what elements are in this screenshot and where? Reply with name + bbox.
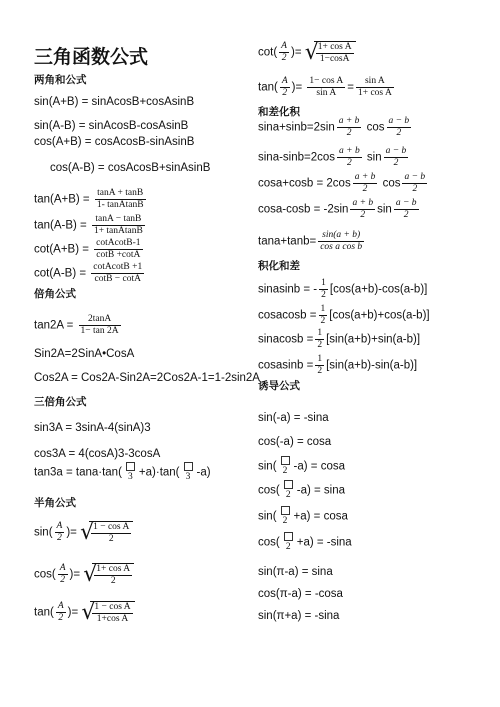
denominator: 2 <box>285 490 291 500</box>
numerator: a + b <box>352 198 374 208</box>
formula-cos-a-minus-b: cos(A-B) = cosAcosB+sinAsinB <box>50 162 211 174</box>
fraction <box>91 522 131 545</box>
sqrt-icon: √ $\frac{\text{1 − cos A}}{\text{1+cos A}}$ <box>81 600 134 625</box>
pi-over-2 <box>279 506 292 527</box>
denominator: 1+ tanAtanB <box>93 226 143 236</box>
cos-term: cos <box>366 121 385 134</box>
lhs: cot(A-B) = <box>34 267 87 280</box>
one-half <box>315 328 324 351</box>
formula-cos-2a: Cos2A = Cos2A-Sin2A=2Cos2A-1=1-2sin2A <box>34 372 260 384</box>
denominator: 1+cos A <box>96 614 129 624</box>
denominator: 1- tanAtanB <box>96 200 144 210</box>
formula-tan-3a <box>34 462 211 483</box>
numerator: 1 <box>321 278 326 288</box>
fraction <box>402 172 427 195</box>
denominator: 2 <box>58 613 64 623</box>
formula-sin-pi-minus-a: sin(π-a) = sina <box>258 566 333 578</box>
numerator: 1 <box>317 354 323 364</box>
numerator: A <box>56 521 63 531</box>
fraction <box>79 314 121 337</box>
fraction <box>318 230 364 253</box>
fraction <box>92 214 145 237</box>
rhs: [sin(a+b)-sin(a-b)] <box>326 359 418 372</box>
lhs: cosacosb = <box>258 309 317 322</box>
formula-tan-a-minus-b <box>34 214 147 237</box>
lhs: cot(A+B) = <box>34 243 89 256</box>
heading-product-to-sum: 积化和差 <box>258 260 300 272</box>
denominator: 2 <box>360 210 366 220</box>
numerator: sin A <box>356 76 394 88</box>
fraction <box>356 76 394 99</box>
formula-sin-half-pi-plus-a <box>258 506 348 527</box>
one-half <box>319 304 328 327</box>
denominator: 2 <box>282 466 288 476</box>
fraction <box>353 172 378 195</box>
denominator: sin A <box>316 88 337 98</box>
formula-tan-2a <box>34 314 123 337</box>
formula-cos-neg-a: cos(-a) = cosa <box>258 436 332 448</box>
formula-sina-minus-sinb <box>258 146 410 169</box>
rhs: [sin(a+b)+sin(a-b)] <box>326 333 421 346</box>
numerator: a + b <box>354 172 376 182</box>
formula-cos-half-pi-plus-a <box>258 532 352 553</box>
numerator: A <box>281 41 287 51</box>
numerator: cotAcotB-1 <box>96 238 141 248</box>
rhs: [cos(a+b)+cos(a-b)] <box>329 309 430 322</box>
numerator: 2tanA <box>79 314 121 326</box>
lhs: cos( <box>258 536 280 549</box>
formula-cosa-minus-cosb <box>258 198 421 221</box>
heading-induction: 诱导公式 <box>258 380 300 392</box>
rhs: -a) = sina <box>296 484 345 497</box>
denominator: 2 <box>60 575 66 585</box>
formula-sina-sinb <box>258 278 427 301</box>
numerator: a − b <box>404 172 426 182</box>
equals: )= <box>67 606 79 619</box>
pi-placeholder-icon <box>282 532 295 542</box>
pi-placeholder-icon <box>282 480 295 490</box>
denominator: 1− tan 2A <box>80 326 119 336</box>
rhs: +a) = -sina <box>296 536 352 549</box>
formula-sin-half-pi-minus-a <box>258 456 345 477</box>
sqrt-icon: √ $\frac{\text{1+ cos A}}{1-\cos A}$ <box>305 40 356 65</box>
equals: )= <box>291 81 303 94</box>
half-a <box>58 563 68 586</box>
page-title: 三角函数公式 <box>34 46 149 68</box>
numerator: 1+ cos A <box>96 564 131 574</box>
numerator: a − b <box>385 146 407 156</box>
formula-cos-a-plus-b: cos(A+B) = cosAcosB-sinAsinB <box>34 136 195 148</box>
heading-double-angle: 倍角公式 <box>34 288 76 300</box>
denominator: 2 <box>412 184 418 194</box>
lhs: tan(A-B) = <box>34 219 87 232</box>
sqrt-icon: √ $\frac{\text{1+ cos A}}{2}$ <box>83 562 134 587</box>
numerator: 1 <box>317 328 323 338</box>
heading-sum-angle: 两角和公式 <box>34 74 87 86</box>
formula-tan-a-plus-b <box>34 188 148 211</box>
fraction <box>337 146 362 169</box>
lhs: sinasinb = - <box>258 283 318 296</box>
formula-cot-a-plus-b <box>34 238 145 261</box>
numerator: 1 <box>320 304 326 314</box>
formula-cos-3a: cos3A = 4(cosA)3-3cosA <box>34 448 161 460</box>
half-a <box>56 601 66 624</box>
formula-cos-half-pi-minus-a <box>258 480 345 501</box>
fraction <box>384 146 409 169</box>
denominator: 2 <box>282 516 288 526</box>
fraction <box>91 262 144 285</box>
denominator: 2 <box>321 290 326 300</box>
numerator: 1+ cos A <box>317 42 352 52</box>
denominator: 2 <box>285 542 291 552</box>
pi-over-3 <box>182 462 195 483</box>
half-a <box>280 76 290 99</box>
denominator: 1+ cos A <box>357 88 392 98</box>
lhs: cos( <box>258 484 280 497</box>
sin-term: sin <box>377 203 392 216</box>
lhs: tan2A = <box>34 319 74 332</box>
numerator: 1 − cos A <box>94 602 131 612</box>
pi-over-3 <box>124 462 137 483</box>
denominator: 2 <box>346 158 352 168</box>
heading-sum-to-product: 和差化积 <box>258 106 300 118</box>
lhs: tan(A+B) = <box>34 193 90 206</box>
pi-placeholder-icon <box>279 506 292 516</box>
denominator: cotB +cotA <box>96 250 141 260</box>
rhs: [cos(a+b)-cos(a-b)] <box>329 283 428 296</box>
equals: )= <box>69 568 81 581</box>
formula-half-cos <box>34 562 134 587</box>
lhs: sin( <box>258 460 277 473</box>
numerator: a − b <box>388 116 410 126</box>
tan3a-part-1: tan3a = tana·tan( <box>34 466 122 479</box>
formula-cosa-sinb <box>258 354 417 377</box>
formula-sina-cosb <box>258 328 420 351</box>
rhs: -a) = cosa <box>293 460 345 473</box>
denominator: 2 <box>57 533 62 543</box>
lhs: tan( <box>34 606 54 619</box>
denominator: 3 <box>128 472 133 482</box>
sqrt-icon: √ $\frac{\text{1 − cos A}}{2}$ <box>80 520 133 545</box>
formula-cosa-plus-cosb <box>258 172 429 195</box>
formula-sina-plus-sinb <box>258 116 413 139</box>
half-a <box>55 521 65 544</box>
pi-over-2 <box>282 532 295 553</box>
denominator: 2 <box>317 366 323 376</box>
fraction <box>307 76 345 99</box>
numerator: A <box>281 76 288 86</box>
formula-sin-a-plus-b: sin(A+B) = sinAcosB+cosAsinB <box>34 96 195 108</box>
heading-triple-angle: 三倍角公式 <box>34 396 87 408</box>
formula-cosa-cosb <box>258 304 430 327</box>
formula-half-tan <box>34 600 135 625</box>
denominator: 2 <box>281 53 287 63</box>
formula-half-cot <box>258 40 356 65</box>
numerator: A <box>57 601 64 611</box>
numerator: tanA + tanB <box>95 188 146 200</box>
sin-term: sin <box>366 151 382 164</box>
numerator: A <box>59 563 66 573</box>
pi-placeholder-icon <box>182 462 195 472</box>
equals: )= <box>66 526 77 539</box>
pi-placeholder-icon <box>124 462 137 472</box>
lhs: cosa-cosb = -2sin <box>258 203 349 216</box>
denominator: 2 <box>110 576 116 586</box>
denominator: 2 <box>403 210 409 220</box>
formula-cos-pi-minus-a: cos(π-a) = -cosa <box>258 588 343 600</box>
denominator: 2 <box>362 184 368 194</box>
denominator: 2 <box>346 128 352 138</box>
heading-half-angle: 半角公式 <box>34 497 76 509</box>
lhs: cosasinb = <box>258 359 314 372</box>
lhs: tana+tanb= <box>258 235 317 248</box>
formula-half-tan-alt <box>258 76 396 99</box>
fraction <box>92 602 132 625</box>
formula-sin-2a: Sin2A=2SinA•CosA <box>34 348 135 360</box>
fraction <box>387 116 412 139</box>
pi-over-2 <box>279 456 292 477</box>
equals: )= <box>290 46 302 59</box>
lhs: sina+sinb=2sin <box>258 121 335 134</box>
half-a <box>279 41 289 64</box>
lhs: cot( <box>258 46 278 59</box>
fraction <box>94 238 142 261</box>
denominator: 1−cosA <box>319 54 350 64</box>
formula-sin-3a: sin3A = 3sinA-4(sinA)3 <box>34 422 151 434</box>
tan3a-part-3: -a) <box>196 466 211 479</box>
lhs: sin( <box>34 526 53 539</box>
denominator: cos a cos b <box>320 242 363 252</box>
formula-half-sin <box>34 520 133 545</box>
formula-cot-a-minus-b <box>34 262 146 285</box>
lhs: cosa+cosb = 2cos <box>258 177 351 190</box>
denominator: 2 <box>108 534 114 544</box>
fraction <box>95 188 146 211</box>
numerator: 1 − cos A <box>93 522 130 532</box>
numerator: sin(a + b) <box>318 230 364 242</box>
lhs: tan( <box>258 81 278 94</box>
lhs: sin( <box>258 510 277 523</box>
pi-placeholder-icon <box>279 456 292 466</box>
cos-term: cos <box>382 177 401 190</box>
denominator: 2 <box>317 340 323 350</box>
rhs: +a) = cosa <box>293 510 348 523</box>
lhs: sina-sinb=2cos <box>258 151 336 164</box>
lhs: cos( <box>34 568 56 581</box>
numerator: cotAcotB +1 <box>93 262 143 272</box>
numerator: a + b <box>339 146 360 156</box>
denominator: 2 <box>393 158 399 168</box>
fraction <box>94 564 132 587</box>
numerator: a − b <box>395 198 417 208</box>
formula-sin-a-minus-b: sin(A-B) = sinAcosB-cosAsinB <box>34 120 189 132</box>
lhs: sinacosb = <box>258 333 314 346</box>
numerator: 1− cos A <box>309 76 344 86</box>
numerator: a + b <box>338 116 360 126</box>
tan3a-part-2: +a)·tan( <box>138 466 180 479</box>
formula-sin-neg-a: sin(-a) = -sina <box>258 412 329 424</box>
fraction <box>394 198 419 221</box>
pi-over-2 <box>282 480 295 501</box>
fraction <box>316 42 354 65</box>
denominator: 2 <box>320 316 326 326</box>
one-half <box>319 278 328 301</box>
fraction <box>350 198 375 221</box>
one-half <box>315 354 324 377</box>
fraction <box>337 116 362 139</box>
denominator: 3 <box>185 472 191 482</box>
denominator: 2 <box>396 128 402 138</box>
denominator: cotB − cotA <box>94 274 142 284</box>
numerator: tanA − tanB <box>92 214 145 226</box>
formula-sin-pi-plus-a: sin(π+a) = -sina <box>258 610 340 622</box>
formula-tana-plus-tanb <box>258 230 366 253</box>
denominator: 2 <box>282 88 288 98</box>
equals: = <box>347 81 354 94</box>
